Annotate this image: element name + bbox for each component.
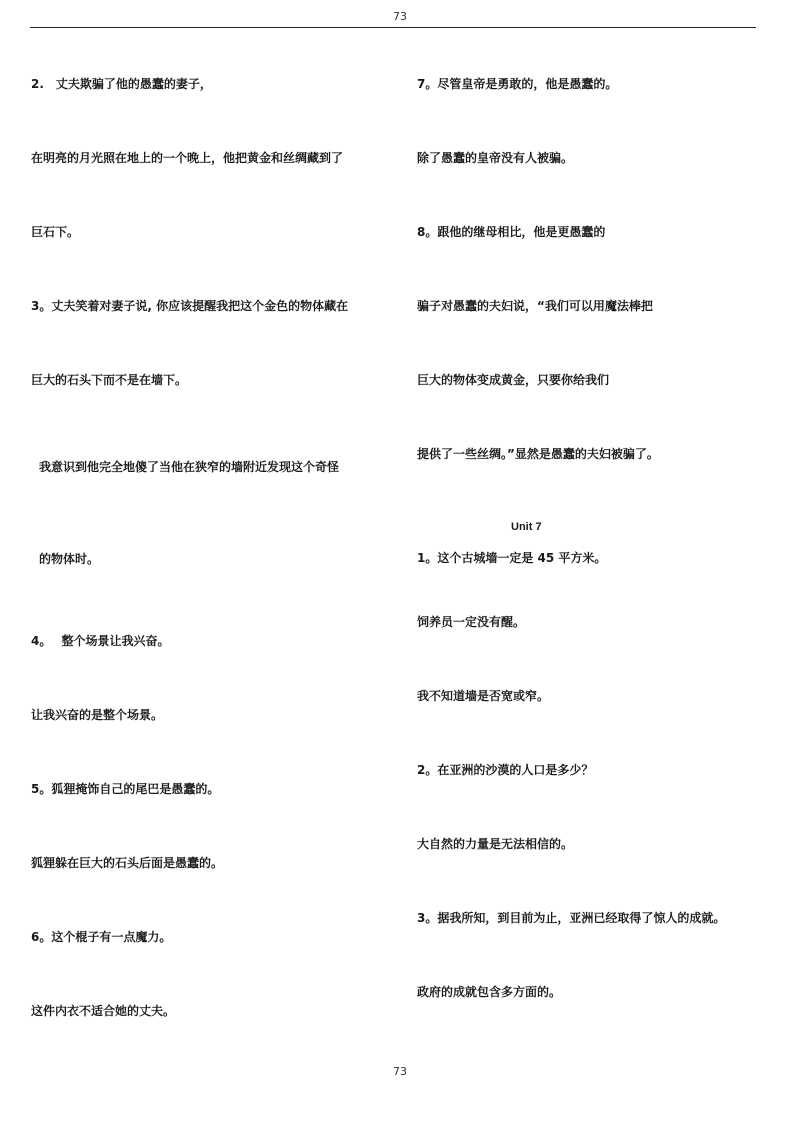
text-line: 6。这个棍子有一点魔力。 xyxy=(31,930,172,944)
text-line: 提供了一些丝绸。”显然是愚蠢的夫妇被骗了。 xyxy=(417,447,659,461)
text-line: 7。尽管皇帝是勇敢的，他是愚蠢的。 xyxy=(417,77,618,91)
text-line: 饲养员一定没有醒。 xyxy=(417,615,526,629)
text-line: 我不知道墙是否宽或窄。 xyxy=(417,689,550,703)
text-line: 2。在亚洲的沙漠的人口是多少？ xyxy=(417,763,594,777)
text-line: 骗子对愚蠢的夫妇说，“我们可以用魔法棒把 xyxy=(417,299,653,313)
text-line: 8。跟他的继母相比，他是更愚蠢的 xyxy=(417,225,606,239)
section-heading: Unit 7 xyxy=(511,521,542,533)
text-line: 巨石下。 xyxy=(31,225,80,239)
header-rule xyxy=(30,27,756,28)
text-line: 我意识到他完全地傻了当他在狭窄的墙附近发现这个奇怪 xyxy=(39,460,340,474)
text-line: 的物体时。 xyxy=(39,552,100,566)
text-line: 在明亮的月光照在地上的一个晚上，他把黄金和丝绸藏到了 xyxy=(31,151,344,165)
text-line: 1。这个古城墙一定是 45 平方米。 xyxy=(417,551,607,565)
text-line: 大自然的力量是无法相信的。 xyxy=(417,837,574,851)
text-line: 2. 丈夫欺骗了他的愚蠢的妻子， xyxy=(31,77,212,91)
text-line: 政府的成就包含多方面的。 xyxy=(417,985,562,999)
text-line: 这件内衣不适合她的丈夫。 xyxy=(31,1004,176,1018)
text-line: 除了愚蠢的皇帝没有人被骗。 xyxy=(417,151,574,165)
text-line: 狐狸躲在巨大的石头后面是愚蠢的。 xyxy=(31,856,224,870)
page-number-bottom: 73 xyxy=(393,1065,407,1078)
text-line: 4。 整个场景让我兴奋。 xyxy=(31,634,170,648)
text-line: 让我兴奋的是整个场景。 xyxy=(31,708,164,722)
text-line: 3。丈夫笑着对妻子说, 你应该提醒我把这个金色的物体藏在 xyxy=(31,299,349,313)
text-line: 巨大的物体变成黄金，只要你给我们 xyxy=(417,373,610,387)
page-number-top: 73 xyxy=(393,10,407,23)
text-line: 5。狐狸掩饰自己的尾巴是愚蠢的。 xyxy=(31,782,220,796)
text-line: 巨大的石头下而不是在墙下。 xyxy=(31,373,188,387)
text-line: 3。据我所知，到目前为止，亚洲已经取得了惊人的成就。 xyxy=(417,911,726,925)
